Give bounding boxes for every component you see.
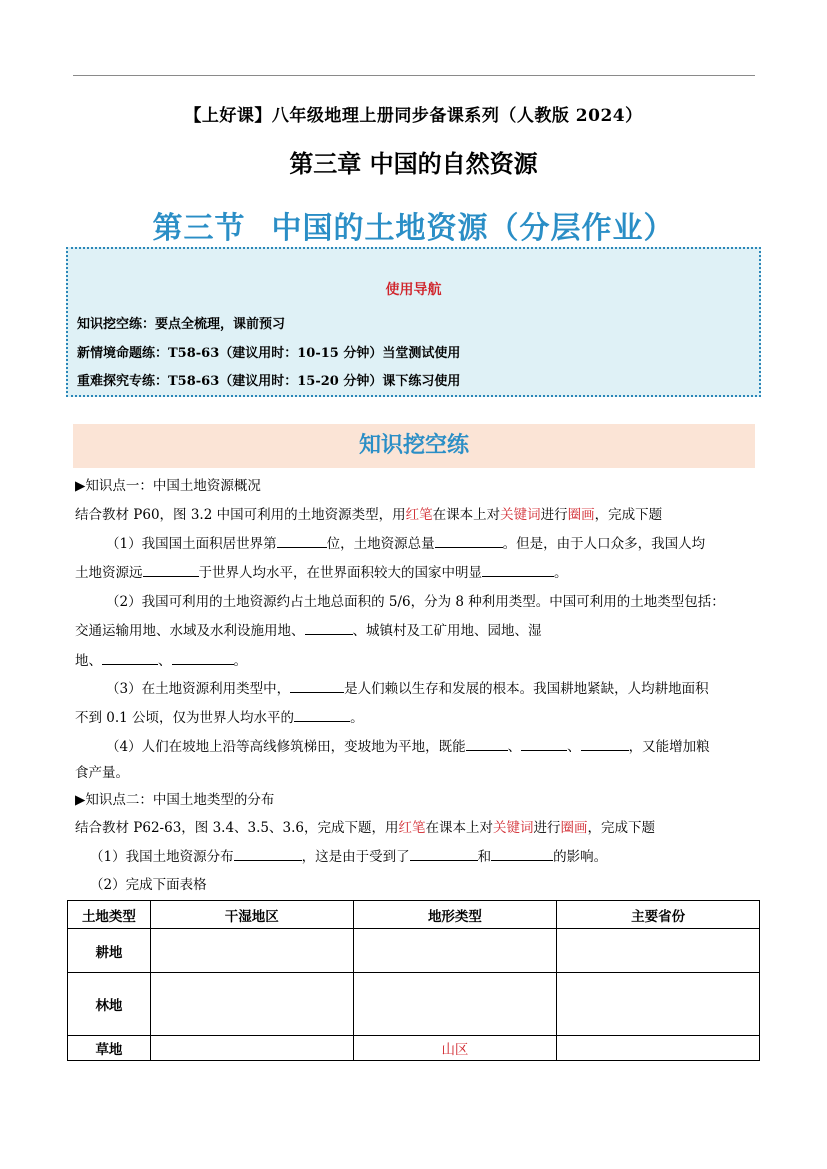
table-cell[interactable] <box>557 929 760 973</box>
table-header-row <box>68 901 760 929</box>
table-cell[interactable] <box>557 973 760 1036</box>
land-type-table <box>67 900 760 1061</box>
answer-blank[interactable] <box>581 736 629 751</box>
answer-blank[interactable] <box>410 846 478 861</box>
kp1-q3-line2: 不到 0.1 公顷，仅为世界人均水平的 。 <box>75 706 364 726</box>
table-cell[interactable]: 山区 <box>353 1036 557 1061</box>
section-number: 第三节 <box>152 211 246 246</box>
answer-blank[interactable] <box>305 620 353 635</box>
kp2-instruction: 结合教材 P62-63，图 3.4、3.5、3.6，完成下题，用红笔在课本上对关键词进行圈画，完成下题 <box>75 820 655 836</box>
table-row <box>68 973 760 1036</box>
kp2-heading: ▶知识点二：中国土地类型的分布 <box>75 792 275 808</box>
kp1-q2-line1: （2）我国可利用的土地资源约占土地总面积的 5/6，分为 8 种利用类型。中国可利用的土地类型包括： <box>106 594 725 610</box>
knowledge-banner: 知识挖空练 <box>73 424 755 468</box>
column-header: 干湿地区 <box>150 901 353 929</box>
guide-line: 新情境命题练：T58-63（建议用时：10-15 分钟）当堂测试使用 <box>77 346 461 361</box>
table-cell[interactable] <box>353 929 557 973</box>
answer-blank[interactable] <box>294 707 350 722</box>
answer-blank[interactable] <box>143 562 199 577</box>
column-header: 主要省份 <box>557 901 760 929</box>
answer-blank[interactable] <box>290 678 344 693</box>
kp2-q1: （1）我国土地资源分布 ，这是由于受到了 和 的影响。 <box>90 845 607 865</box>
kp1-q1-line1: （1）我国国土面积居世界第 位，土地资源总量 。但是，由于人口众多，我国人均 <box>106 532 705 552</box>
guide-line: 重难探究专练：T58-63（建议用时：15-20 分钟）课下练习使用 <box>77 374 461 389</box>
section-title <box>0 203 827 247</box>
header-rule <box>73 75 755 76</box>
table-cell[interactable] <box>150 973 353 1036</box>
answer-blank[interactable] <box>482 562 554 577</box>
guide-line: 知识挖空练：要点全梳理，课前预习 <box>77 317 286 332</box>
chapter-title: 第三章 中国的自然资源 <box>289 150 538 178</box>
answer-blank[interactable] <box>491 846 553 861</box>
kp2-q2: （2）完成下面表格 <box>90 877 207 893</box>
table-cell[interactable] <box>557 1036 760 1061</box>
table-cell[interactable] <box>150 929 353 973</box>
row-label: 草地 <box>68 1036 151 1061</box>
kp1-heading: ▶知识点一：中国土地资源概况 <box>75 478 261 494</box>
kp1-q4-line1: （4）人们在坡地上沿等高线修筑梯田，变坡地为平地，既能 、 、 ，又能增加粮 <box>106 735 710 755</box>
section-name: 中国的土地资源（分层作业） <box>271 211 675 246</box>
answer-blank[interactable] <box>521 736 567 751</box>
answer-blank[interactable] <box>234 846 302 861</box>
usage-guide-box <box>66 247 761 397</box>
column-header: 土地类型 <box>68 901 151 929</box>
column-header: 地形类型 <box>353 901 557 929</box>
answer-blank[interactable] <box>277 533 327 548</box>
answer-blank[interactable] <box>102 650 158 665</box>
kp1-q2-line3: 地、 、 。 <box>75 649 247 669</box>
table-row <box>68 929 760 973</box>
series-title: 【上好课】八年级地理上册同步备课系列（人教版 2024） <box>184 106 643 126</box>
table-cell[interactable] <box>150 1036 353 1061</box>
answer-blank[interactable] <box>172 650 234 665</box>
usage-guide-title: 使用导航 <box>385 282 442 298</box>
kp1-q1-line2: 土地资源远 于世界人均水平，在世界面积较大的国家中明显 。 <box>75 561 568 581</box>
table-row <box>68 1036 760 1061</box>
kp1-instruction: 结合教材 P60，图 3.2 中国可利用的土地资源类型，用红笔在课本上对关键词进行圈画，完成下题 <box>75 507 663 523</box>
kp1-q2-line2: 交通运输用地、水域及水利设施用地、 、城镇村及工矿用地、园地、湿 <box>75 619 542 639</box>
table-cell[interactable] <box>353 973 557 1036</box>
answer-blank[interactable] <box>435 533 503 548</box>
row-label: 林地 <box>68 973 151 1036</box>
answer-blank[interactable] <box>466 736 508 751</box>
row-label: 耕地 <box>68 929 151 973</box>
kp1-q3-line1: （3）在土地资源利用类型中， 是人们赖以生存和发展的根本。我国耕地紧缺，人均耕地面积 <box>106 677 709 697</box>
kp1-q4-line2: 食产量。 <box>75 765 129 781</box>
